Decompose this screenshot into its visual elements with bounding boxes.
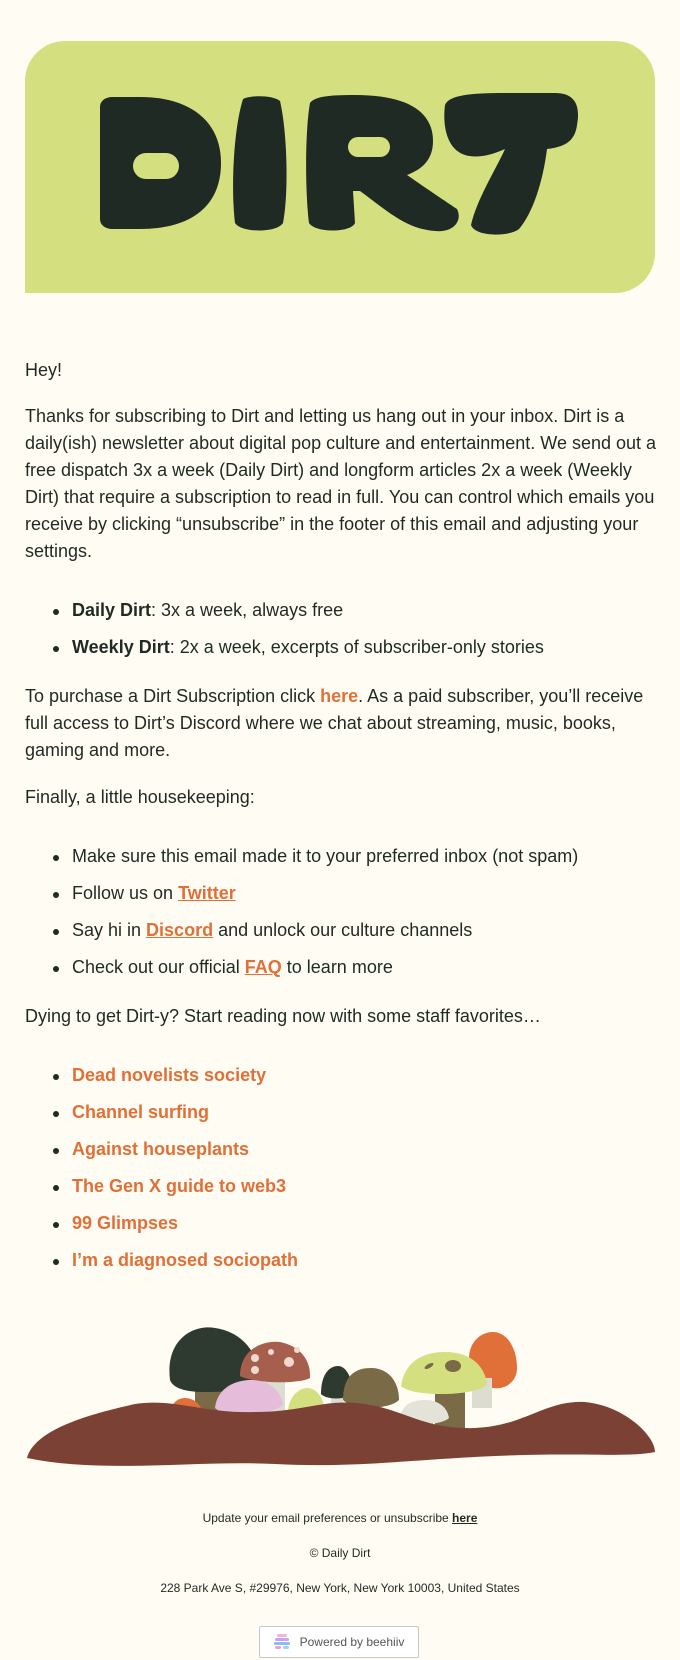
intro-paragraph: Thanks for subscribing to Dirt and letting us hang out in your inbox. Dirt is a daily(ish) newsletter about digital pop culture and entertainment. We send out a free dispatch 3x a week (Daily Dirt) and longform articles 2x a week (Weekly Dirt) that require a subscription to read in full. You can control which emails you receive by clicking “unsubscribe” in the footer of this email and adjusting your settings. xyxy=(25,406,657,561)
housekeeping-discord-after: and unlock our culture channels xyxy=(213,920,473,940)
twitter-link[interactable]: Twitter xyxy=(178,883,236,903)
housekeeping-discord-text: Say hi in xyxy=(72,920,147,940)
list-item xyxy=(25,1210,657,1247)
list-item xyxy=(25,880,657,917)
list-item xyxy=(25,843,657,880)
discord-link[interactable]: Discord xyxy=(146,920,214,940)
preferences-text: Update your email preferences or unsubscribe xyxy=(202,1511,453,1525)
faq-link[interactable]: FAQ xyxy=(244,957,282,977)
favorite-link[interactable]: The Gen X guide to web3 xyxy=(72,1176,287,1196)
copyright: © Daily Dirt xyxy=(309,1546,371,1560)
unsubscribe-link[interactable]: here xyxy=(452,1511,478,1525)
list-item xyxy=(25,597,657,634)
list-item xyxy=(25,1099,657,1136)
list-item xyxy=(25,1136,657,1173)
favorite-link[interactable]: Channel surfing xyxy=(72,1102,210,1122)
housekeeping-twitter-text: Follow us on xyxy=(72,883,179,903)
housekeeping-inbox-text: Make sure this email made it to your preferred inbox (not spam) xyxy=(72,846,579,866)
powered-by-text: Powered by beehiiv xyxy=(299,1635,405,1649)
purchase-text-before: To purchase a Dirt Subscription click xyxy=(25,686,321,706)
plan-desc: : 3x a week, always free xyxy=(151,600,344,620)
plan-desc: : 2x a week, excerpts of subscriber-only stories xyxy=(169,637,544,657)
list-item xyxy=(25,634,657,671)
list-item xyxy=(25,1062,657,1099)
greeting: Hey! xyxy=(25,360,63,380)
housekeeping-list xyxy=(25,843,657,991)
list-item xyxy=(25,1247,657,1284)
favorite-link[interactable]: 99 Glimpses xyxy=(72,1213,179,1233)
purchase-paragraph xyxy=(25,683,657,764)
purchase-here-link[interactable]: here xyxy=(320,686,359,706)
plans-list xyxy=(25,597,657,671)
list-item xyxy=(25,1173,657,1210)
favorite-link[interactable]: Dead novelists society xyxy=(72,1065,267,1085)
list-item xyxy=(25,954,657,991)
housekeeping-title: Finally, a little housekeeping: xyxy=(25,787,255,807)
dirt-logo xyxy=(25,41,655,293)
housekeeping-faq-after: to learn more xyxy=(281,957,393,977)
favorites-list xyxy=(25,1062,657,1284)
plan-name: Daily Dirt xyxy=(72,600,152,620)
housekeeping-faq-text: Check out our official xyxy=(72,957,245,977)
favorite-link[interactable]: I’m a diagnosed sociopath xyxy=(72,1250,299,1270)
purchase-text-after: . As a paid subscriber, you’ll receive full access to Dirt’s Discord where we chat about streaming, music, books, gaming and more. xyxy=(25,686,644,760)
list-item xyxy=(25,917,657,954)
hero-banner xyxy=(25,41,655,293)
plan-name: Weekly Dirt xyxy=(72,637,170,657)
address: 228 Park Ave S, #29976, New York, New York 10003, United States xyxy=(160,1581,520,1595)
favorites-title: Dying to get Dirt-y? Start reading now with some staff favorites… xyxy=(25,1006,541,1026)
powered-by-beehiiv-button[interactable] xyxy=(259,1626,419,1658)
beehiiv-logo-icon xyxy=(274,1633,290,1651)
mushroom-illustration xyxy=(25,1318,657,1474)
footer-preferences xyxy=(0,1511,680,1525)
favorite-link[interactable]: Against houseplants xyxy=(72,1139,250,1159)
